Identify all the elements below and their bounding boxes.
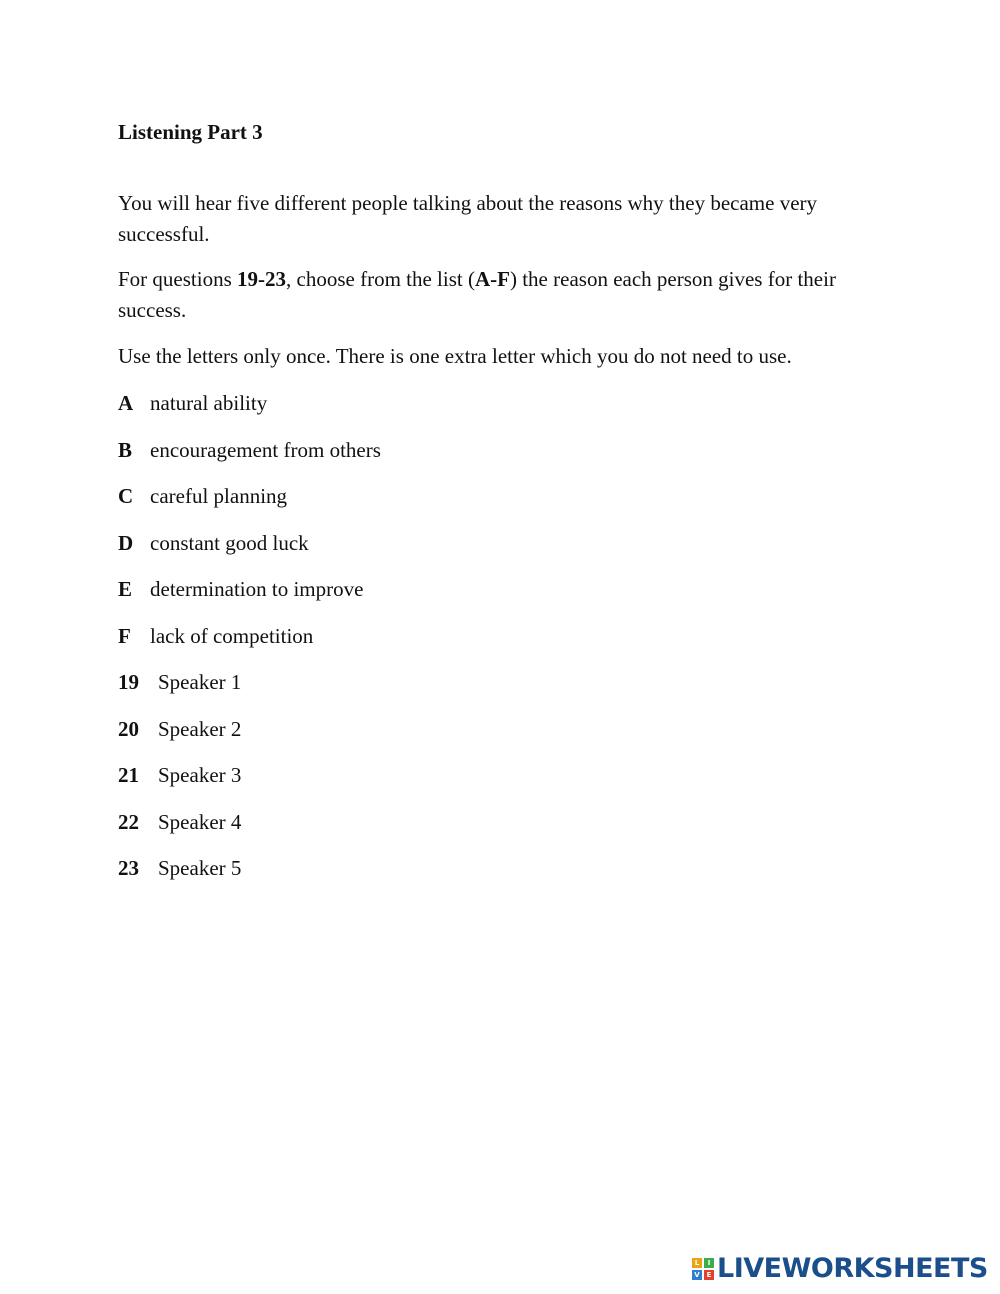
logo-tile: E <box>704 1270 714 1280</box>
option-letter: A <box>118 391 134 415</box>
question-speaker: Speaker 3 <box>158 763 242 787</box>
questions-range: 19-23 <box>237 267 287 291</box>
option-item <box>118 621 313 651</box>
option-text: encouragement from others <box>150 438 381 462</box>
instruction-middle: , choose from the list ( <box>286 267 475 291</box>
question-item <box>118 667 241 697</box>
option-text: natural ability <box>150 391 268 415</box>
option-text: constant good luck <box>150 531 309 555</box>
option-letter: D <box>118 531 134 555</box>
option-item <box>118 481 287 511</box>
instruction-paragraph <box>118 264 898 326</box>
option-item <box>118 435 381 465</box>
intro-paragraph: You will hear five different people talking about the reasons why they became very successful. <box>118 191 818 246</box>
logo-tile: V <box>692 1270 702 1280</box>
question-speaker: Speaker 2 <box>158 717 242 741</box>
option-text: careful planning <box>150 484 288 508</box>
question-speaker: Speaker 4 <box>158 810 242 834</box>
letters-range: A-F <box>474 267 510 291</box>
option-item <box>118 528 309 558</box>
question-speaker: Speaker 5 <box>158 856 242 880</box>
question-item <box>118 807 241 837</box>
instruction-suffix: ) the reason each person gives for their success. <box>118 267 836 322</box>
option-item <box>118 388 267 418</box>
question-speaker: Speaker 1 <box>158 670 242 694</box>
page-title: Listening Part 3 <box>118 120 263 144</box>
question-number: 20 <box>118 717 139 741</box>
question-item <box>118 760 241 790</box>
question-number: 22 <box>118 810 139 834</box>
logo-tile: L <box>692 1258 702 1268</box>
option-letter: F <box>118 624 131 648</box>
liveworksheets-logo <box>692 1253 988 1285</box>
question-number: 23 <box>118 856 139 880</box>
question-item <box>118 714 241 744</box>
option-letter: C <box>118 484 134 508</box>
option-text: determination to improve <box>150 577 364 601</box>
option-text: lack of competition <box>150 624 314 648</box>
question-number: 19 <box>118 670 139 694</box>
note-paragraph: Use the letters only once. There is one extra letter which you do not need to use. <box>118 344 792 368</box>
question-item <box>118 853 241 883</box>
logo-tile: I <box>704 1258 714 1268</box>
option-item <box>118 574 363 604</box>
logo-mark-icon <box>692 1258 714 1280</box>
instruction-prefix: For questions <box>118 267 238 291</box>
logo-wordmark: LIVEWORKSHEETS <box>717 1253 988 1284</box>
option-letter: B <box>118 438 133 462</box>
question-number: 21 <box>118 763 139 787</box>
option-letter: E <box>118 577 133 601</box>
